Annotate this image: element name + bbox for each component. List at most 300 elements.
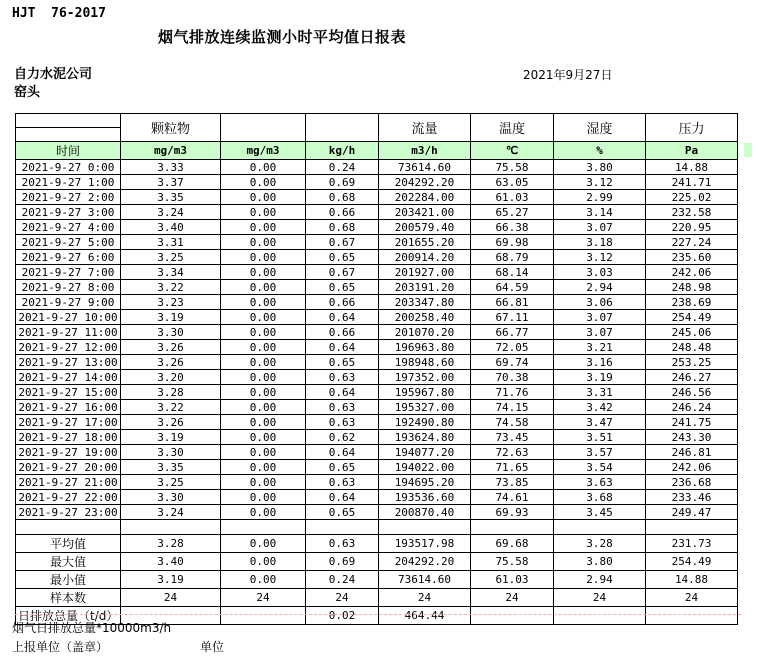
empty-cell [379,520,471,535]
time-cell: 2021-9-27 8:00 [16,280,121,295]
value-cell: 69.98 [471,235,554,250]
value-cell: 74.61 [471,490,554,505]
time-cell: 2021-9-27 19:00 [16,445,121,460]
value-cell: 200258.40 [379,310,471,325]
value-cell: 3.23 [121,295,221,310]
value-cell: 0.66 [306,295,379,310]
value-cell: 24 [554,589,646,607]
value-cell: 3.68 [554,490,646,505]
value-cell: 66.77 [471,325,554,340]
value-cell: 0.00 [221,250,306,265]
value-cell [554,607,646,625]
value-cell: 3.21 [554,340,646,355]
col-header-temperature: 温度 [471,114,554,142]
col-header-flow: 流量 [379,114,471,142]
value-cell: 3.26 [121,340,221,355]
value-cell: 203421.00 [379,205,471,220]
time-cell: 2021-9-27 9:00 [16,295,121,310]
value-cell: 3.37 [121,175,221,190]
empty-cell [121,520,221,535]
value-cell: 246.56 [646,385,738,400]
value-cell: 0.00 [221,490,306,505]
table-row [16,205,738,220]
value-cell: 3.26 [121,415,221,430]
value-cell: 63.05 [471,175,554,190]
value-cell: 0.00 [221,340,306,355]
table-row [16,340,738,355]
table-row [16,175,738,190]
summary-label: 样本数 [16,589,121,607]
time-cell: 2021-9-27 20:00 [16,460,121,475]
summary-label: 最小值 [16,571,121,589]
value-cell: 246.24 [646,400,738,415]
empty-cell [16,520,121,535]
summary-label: 平均值 [16,535,121,553]
value-cell: 75.58 [471,160,554,175]
time-cell: 2021-9-27 11:00 [16,325,121,340]
value-cell: 193517.98 [379,535,471,553]
value-cell: 0.65 [306,460,379,475]
value-cell: 0.63 [306,400,379,415]
value-cell: 197352.00 [379,370,471,385]
value-cell: 242.06 [646,265,738,280]
value-cell: 61.03 [471,190,554,205]
value-cell: 193536.60 [379,490,471,505]
value-cell: 201655.20 [379,235,471,250]
table-row [16,220,738,235]
value-cell: 195327.00 [379,400,471,415]
time-column-header: 时间 [16,142,121,160]
table-row [16,475,738,490]
value-cell: 235.60 [646,250,738,265]
value-cell: 0.64 [306,385,379,400]
time-cell: 2021-9-27 15:00 [16,385,121,400]
unit-temperature: ℃ [471,142,554,160]
value-cell: 0.24 [306,571,379,589]
value-cell: 238.69 [646,295,738,310]
unit-pm-concentration: mg/m3 [121,142,221,160]
value-cell: 3.80 [554,553,646,571]
time-cell: 2021-9-27 4:00 [16,220,121,235]
value-cell: 0.63 [306,370,379,385]
value-cell: 3.26 [121,355,221,370]
value-cell: 3.40 [121,220,221,235]
table-row [16,490,738,505]
value-cell: 3.19 [121,430,221,445]
corner-bottom-cell [16,128,120,141]
corner-top-cell [16,114,120,128]
value-cell: 3.28 [121,535,221,553]
value-cell: 2.94 [554,571,646,589]
standard-code: HJT 76-2017 [12,6,106,21]
summary-row-average [16,535,738,553]
time-cell: 2021-9-27 17:00 [16,415,121,430]
value-cell: 241.71 [646,175,738,190]
unit-pressure: Pa [646,142,738,160]
time-cell: 2021-9-27 16:00 [16,400,121,415]
table-row [16,355,738,370]
value-cell: 0.65 [306,355,379,370]
value-cell: 220.95 [646,220,738,235]
value-cell: 194077.20 [379,445,471,460]
summary-row-sample_count [16,589,738,607]
value-cell: 0.00 [221,205,306,220]
value-cell: 201927.00 [379,265,471,280]
value-cell: 3.19 [554,370,646,385]
value-cell: 3.19 [121,571,221,589]
value-cell: 65.27 [471,205,554,220]
value-cell: 0.00 [221,310,306,325]
value-cell: 0.69 [306,175,379,190]
time-cell: 2021-9-27 14:00 [16,370,121,385]
time-cell: 2021-9-27 18:00 [16,430,121,445]
value-cell: 248.98 [646,280,738,295]
value-cell: 200579.40 [379,220,471,235]
time-cell: 2021-9-27 12:00 [16,340,121,355]
empty-cell [221,520,306,535]
spacer-row [16,520,738,535]
time-cell: 2021-9-27 23:00 [16,505,121,520]
value-cell: 69.74 [471,355,554,370]
value-cell: 24 [306,589,379,607]
value-cell: 248.48 [646,340,738,355]
value-cell: 0.00 [221,460,306,475]
table-row [16,460,738,475]
value-cell: 0.00 [221,553,306,571]
value-cell: 3.40 [121,553,221,571]
value-cell: 71.76 [471,385,554,400]
table-row [16,280,738,295]
value-cell: 194695.20 [379,475,471,490]
value-cell: 3.12 [554,250,646,265]
value-cell: 232.58 [646,205,738,220]
value-cell: 3.18 [554,235,646,250]
value-cell: 201070.20 [379,325,471,340]
value-cell: 3.30 [121,445,221,460]
table-row [16,295,738,310]
empty-cell [471,520,554,535]
table-row [16,445,738,460]
value-cell: 0.00 [221,295,306,310]
value-cell: 3.42 [554,400,646,415]
value-cell: 0.00 [221,430,306,445]
value-cell: 3.03 [554,265,646,280]
value-cell: 73.45 [471,430,554,445]
value-cell: 66.81 [471,295,554,310]
value-cell: 0.63 [306,535,379,553]
col-header-pressure: 压力 [646,114,738,142]
value-cell: 2.99 [554,190,646,205]
value-cell: 3.31 [121,235,221,250]
value-cell: 24 [379,589,471,607]
col-header-particulate: 颗粒物 [121,114,221,142]
monitoring-table [15,113,738,625]
value-cell: 0.00 [221,475,306,490]
value-cell: 64.59 [471,280,554,295]
value-cell: 0.63 [306,415,379,430]
value-cell: 0.67 [306,235,379,250]
value-cell: 202284.00 [379,190,471,205]
value-cell: 195967.80 [379,385,471,400]
time-cell: 2021-9-27 2:00 [16,190,121,205]
value-cell: 3.28 [121,385,221,400]
value-cell: 0.66 [306,325,379,340]
value-cell: 74.15 [471,400,554,415]
value-cell: 0.63 [306,475,379,490]
value-cell: 236.68 [646,475,738,490]
empty-cell [554,520,646,535]
value-cell: 73614.60 [379,160,471,175]
time-cell: 2021-9-27 5:00 [16,235,121,250]
value-cell: 0.00 [221,505,306,520]
table-row [16,505,738,520]
value-cell: 3.30 [121,325,221,340]
value-cell: 246.81 [646,445,738,460]
summary-label: 日排放总量（t/d） [16,607,121,625]
value-cell: 0.02 [306,607,379,625]
table-row [16,385,738,400]
value-cell: 0.66 [306,205,379,220]
value-cell: 73614.60 [379,571,471,589]
value-cell: 0.00 [221,355,306,370]
group-header-row [16,114,738,142]
value-cell: 0.62 [306,430,379,445]
table-row [16,310,738,325]
value-cell: 24 [646,589,738,607]
value-cell [646,607,738,625]
table-row [16,430,738,445]
time-cell: 2021-9-27 13:00 [16,355,121,370]
value-cell: 0.00 [221,175,306,190]
value-cell: 0.68 [306,190,379,205]
value-cell: 203347.80 [379,295,471,310]
empty-cell [646,520,738,535]
value-cell: 3.35 [121,460,221,475]
table-row [16,160,738,175]
value-cell: 24 [221,589,306,607]
location-label: 窑头 [14,85,41,100]
table-body [16,160,738,625]
value-cell: 68.79 [471,250,554,265]
empty-cell [306,520,379,535]
value-cell: 3.51 [554,430,646,445]
value-cell: 198948.60 [379,355,471,370]
value-cell: 196963.80 [379,340,471,355]
value-cell: 0.24 [306,160,379,175]
value-cell: 61.03 [471,571,554,589]
value-cell [471,607,554,625]
value-cell: 0.64 [306,490,379,505]
value-cell: 3.54 [554,460,646,475]
value-cell: 204292.20 [379,175,471,190]
value-cell: 0.69 [306,553,379,571]
table-row [16,415,738,430]
col-header-blank-2 [306,114,379,142]
value-cell: 70.38 [471,370,554,385]
value-cell: 3.57 [554,445,646,460]
value-cell: 0.00 [221,415,306,430]
value-cell: 69.68 [471,535,554,553]
green-edge-fragment [744,143,752,157]
value-cell: 75.58 [471,553,554,571]
value-cell: 3.45 [554,505,646,520]
unit-pm-concentration-2: mg/m3 [221,142,306,160]
value-cell: 73.85 [471,475,554,490]
value-cell: 0.00 [221,535,306,553]
value-cell: 254.49 [646,310,738,325]
value-cell: 74.58 [471,415,554,430]
value-cell: 3.33 [121,160,221,175]
col-header-blank-1 [221,114,306,142]
time-cell: 2021-9-27 1:00 [16,175,121,190]
value-cell: 0.00 [221,280,306,295]
value-cell: 3.22 [121,400,221,415]
value-cell: 243.30 [646,430,738,445]
company-name: 自力水泥公司 [14,67,93,82]
value-cell: 69.93 [471,505,554,520]
value-cell: 3.35 [121,190,221,205]
unit-mass-rate: kg/h [306,142,379,160]
col-header-humidity: 湿度 [554,114,646,142]
value-cell: 245.06 [646,325,738,340]
value-cell: 2.94 [554,280,646,295]
value-cell: 24 [471,589,554,607]
value-cell: 241.75 [646,415,738,430]
value-cell: 3.22 [121,280,221,295]
value-cell: 0.00 [221,190,306,205]
value-cell: 3.28 [554,535,646,553]
value-cell: 3.07 [554,220,646,235]
value-cell: 225.02 [646,190,738,205]
value-cell: 71.65 [471,460,554,475]
value-cell: 0.65 [306,250,379,265]
reporting-unit-label: 上报单位（盖章） [12,640,109,654]
table-row [16,250,738,265]
value-cell: 3.63 [554,475,646,490]
value-cell: 14.88 [646,571,738,589]
unit-flow: m3/h [379,142,471,160]
corner-cell [16,114,121,142]
value-cell: 193624.80 [379,430,471,445]
page-title: 烟气排放连续监测小时平均值日报表 [158,28,407,46]
value-cell: 0.00 [221,235,306,250]
table-row [16,235,738,250]
page-break-line [15,614,741,615]
summary-row-min [16,571,738,589]
value-cell: 3.30 [121,490,221,505]
value-cell: 246.27 [646,370,738,385]
value-cell: 3.16 [554,355,646,370]
value-cell: 3.80 [554,160,646,175]
value-cell: 3.19 [121,310,221,325]
value-cell: 3.25 [121,475,221,490]
value-cell [221,607,306,625]
value-cell: 3.34 [121,265,221,280]
total-emission-note: 烟气日排放总量*10000m3/h [12,621,172,635]
table-row [16,190,738,205]
value-cell: 0.00 [221,220,306,235]
value-cell: 3.24 [121,205,221,220]
table-row [16,400,738,415]
value-cell: 200914.20 [379,250,471,265]
time-cell: 2021-9-27 22:00 [16,490,121,505]
value-cell: 0.65 [306,280,379,295]
time-cell: 2021-9-27 7:00 [16,265,121,280]
value-cell: 227.24 [646,235,738,250]
value-cell: 3.25 [121,250,221,265]
value-cell: 14.88 [646,160,738,175]
time-cell: 2021-9-27 21:00 [16,475,121,490]
report-date: 2021年9月27日 [523,68,613,82]
value-cell: 0.65 [306,505,379,520]
value-cell: 231.73 [646,535,738,553]
time-cell: 2021-9-27 6:00 [16,250,121,265]
table-row [16,370,738,385]
time-cell: 2021-9-27 0:00 [16,160,121,175]
time-cell: 2021-9-27 10:00 [16,310,121,325]
value-cell: 0.00 [221,385,306,400]
value-cell: 0.00 [221,571,306,589]
value-cell: 72.63 [471,445,554,460]
value-cell: 233.46 [646,490,738,505]
value-cell: 464.44 [379,607,471,625]
value-cell: 192490.80 [379,415,471,430]
value-cell: 3.07 [554,310,646,325]
value-cell: 3.24 [121,505,221,520]
value-cell: 0.00 [221,265,306,280]
value-cell: 249.47 [646,505,738,520]
value-cell: 203191.20 [379,280,471,295]
summary-label: 最大值 [16,553,121,571]
value-cell: 3.31 [554,385,646,400]
value-cell: 0.67 [306,265,379,280]
value-cell: 0.00 [221,400,306,415]
value-cell: 3.47 [554,415,646,430]
value-cell: 0.64 [306,310,379,325]
value-cell: 3.06 [554,295,646,310]
value-cell: 3.07 [554,325,646,340]
value-cell: 0.00 [221,160,306,175]
value-cell: 3.20 [121,370,221,385]
value-cell: 24 [121,589,221,607]
value-cell: 253.25 [646,355,738,370]
table-row [16,265,738,280]
value-cell: 194022.00 [379,460,471,475]
value-cell: 242.06 [646,460,738,475]
value-cell: 0.64 [306,340,379,355]
value-cell: 66.38 [471,220,554,235]
value-cell: 68.14 [471,265,554,280]
unit-humidity: % [554,142,646,160]
value-cell: 0.68 [306,220,379,235]
table-row [16,325,738,340]
unit-header-row [16,142,738,160]
value-cell: 0.00 [221,325,306,340]
unit-label: 单位 [200,640,225,654]
value-cell: 0.64 [306,445,379,460]
value-cell: 3.12 [554,175,646,190]
time-cell: 2021-9-27 3:00 [16,205,121,220]
value-cell: 200870.40 [379,505,471,520]
value-cell: 3.14 [554,205,646,220]
value-cell: 72.05 [471,340,554,355]
value-cell: 254.49 [646,553,738,571]
value-cell: 204292.20 [379,553,471,571]
summary-row-max [16,553,738,571]
value-cell: 0.00 [221,370,306,385]
value-cell: 67.11 [471,310,554,325]
value-cell: 0.00 [221,445,306,460]
